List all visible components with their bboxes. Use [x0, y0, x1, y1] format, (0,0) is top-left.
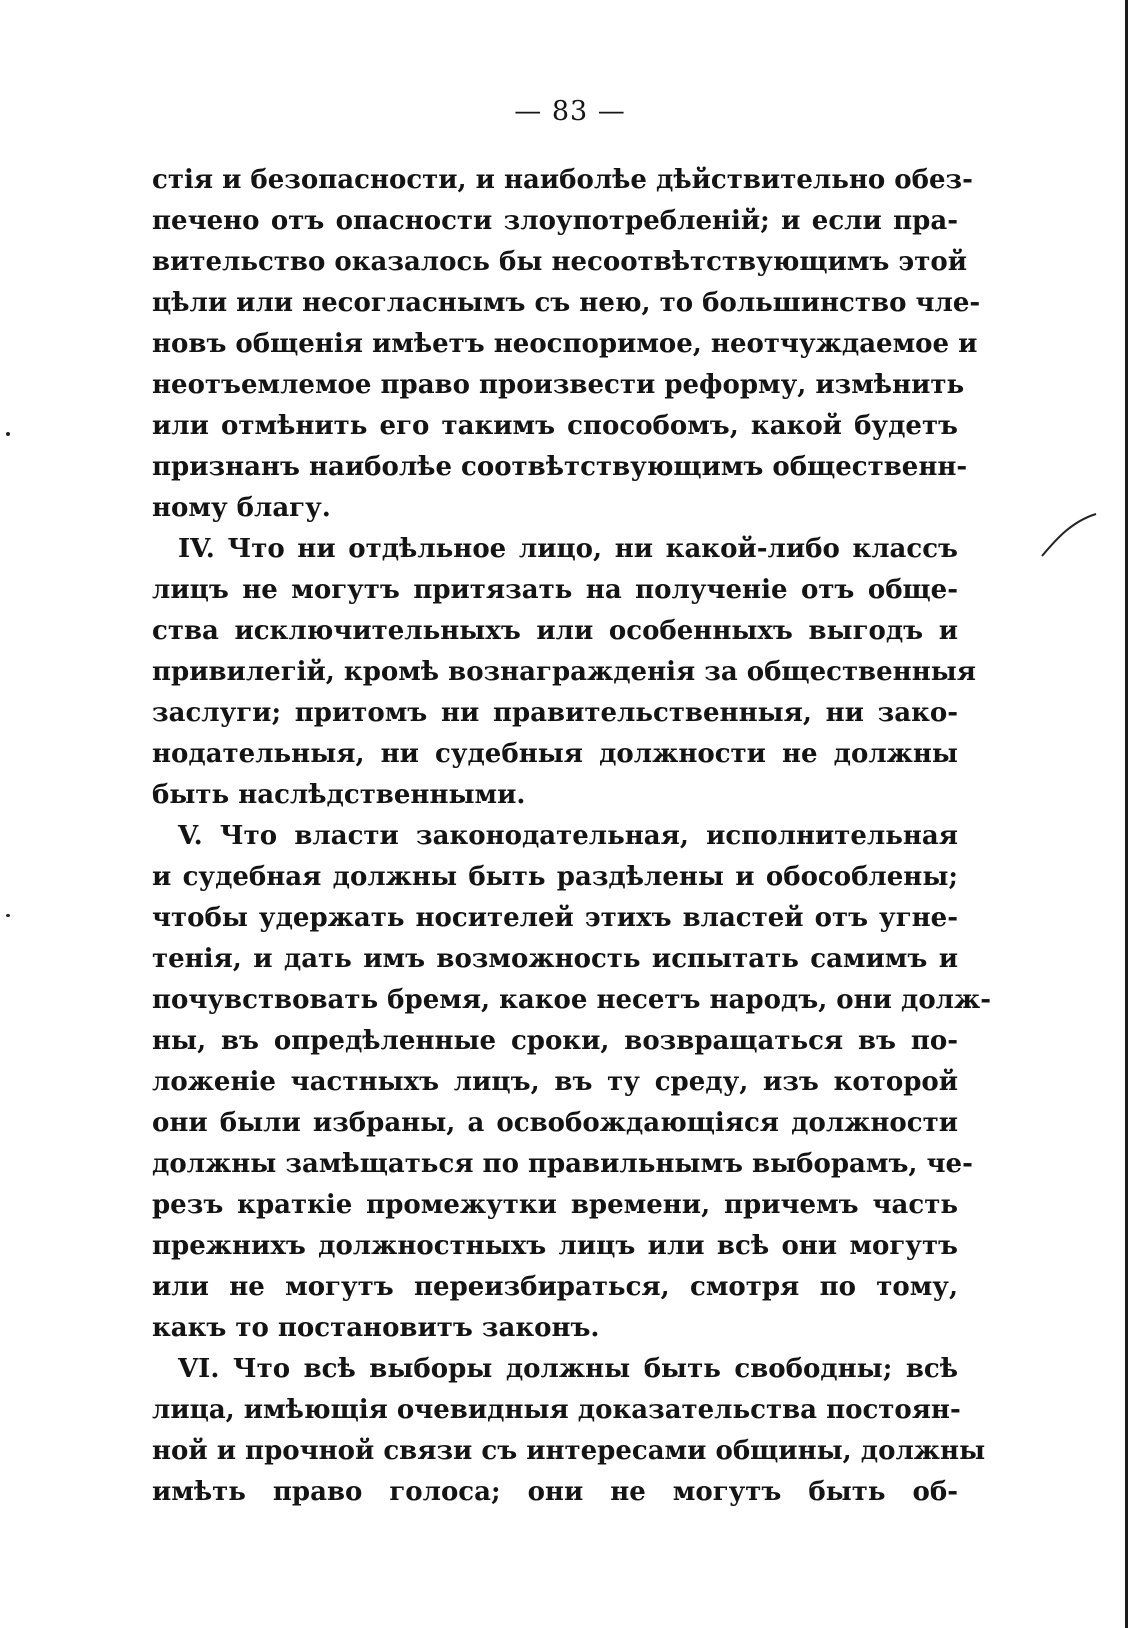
- margin-speck: [6, 432, 10, 436]
- text-line: цѣли или несогласнымъ съ нею, то большинство чле-: [152, 288, 981, 318]
- text-line: неотъемлемое право произвести реформу, измѣнить: [152, 370, 965, 400]
- text-line: имѣть право голоса; они не могутъ быть об-: [152, 1477, 958, 1507]
- text-line: VI. Что всѣ выборы должны быть свободны; всѣ: [178, 1354, 958, 1384]
- text-line: привилегій, кромѣ вознагражденія за общественныя: [152, 657, 976, 687]
- text-line: быть наслѣдственными.: [152, 780, 526, 810]
- text-line: прежнихъ должностныхъ лицъ или всѣ они могутъ: [152, 1231, 958, 1261]
- text-line: какъ то постановитъ законъ.: [152, 1313, 600, 1343]
- text-line: заслуги; притомъ ни правительственныя, ни зако-: [152, 698, 958, 728]
- text-line: признанъ наиболѣе соотвѣтствующимъ общественн-: [152, 452, 968, 482]
- page-edge-line: [1125, 0, 1128, 1628]
- text-line: нодательныя, ни судебныя должности не должны: [152, 739, 958, 769]
- text-line: тенія, и дать имъ возможность испытать самимъ и: [152, 944, 958, 974]
- text-line: почувствовать бремя, какое несетъ народъ, они долж-: [152, 985, 992, 1015]
- text-line: ства исключительныхъ или особенныхъ выгодъ и: [152, 616, 958, 646]
- paragraph-vi: [152, 1349, 986, 1513]
- text-line: стія и безопасности, и наиболѣе дѣйствительно обез-: [152, 165, 973, 195]
- text-line: V. Что власти законодательная, исполнительная: [178, 821, 958, 851]
- text-line: печено отъ опасности злоупотребленій; и если пра-: [152, 206, 958, 236]
- text-line: ложеніе частныхъ лицъ, въ ту среду, изъ которой: [152, 1067, 958, 1097]
- text-line: вительство оказалось бы несоотвѣтствующимъ этой: [152, 247, 967, 277]
- text-line: чтобы удержать носителей этихъ властей отъ угне-: [152, 903, 958, 933]
- paragraph-continued: [152, 160, 981, 529]
- text-body: [152, 160, 992, 1513]
- text-line: резъ краткіе промежутки времени, причемъ часть: [152, 1190, 958, 1220]
- paragraph-v: [152, 816, 992, 1349]
- margin-speck: [6, 914, 10, 917]
- margin-pencil-stroke: [1040, 512, 1098, 558]
- text-line: ному благу.: [152, 493, 331, 523]
- paragraph-iv: [152, 529, 976, 816]
- text-line: должны замѣщаться по правильнымъ выборамъ, че-: [152, 1149, 973, 1179]
- text-line: или не могутъ переизбираться, смотря по тому,: [152, 1272, 958, 1302]
- text-line: или отмѣнить его такимъ способомъ, какой будетъ: [152, 411, 958, 441]
- text-line: лица, имѣющія очевидныя доказательства постоян-: [152, 1395, 961, 1425]
- text-line: лицъ не могутъ притязать на полученіе отъ обще-: [152, 575, 958, 605]
- text-line: IV. Что ни отдѣльное лицо, ни какой-либо классъ: [178, 534, 958, 564]
- text-line: ны, въ опредѣленные сроки, возвращаться въ по-: [152, 1026, 958, 1056]
- text-line: ной и прочной связи съ интересами общины, должны: [152, 1436, 986, 1466]
- text-line: новъ общенія имѣетъ неоспоримое, неотчуждаемое и: [152, 329, 978, 359]
- text-line: и судебная должны быть раздѣлены и обособлены;: [152, 862, 958, 892]
- page-number: — 83 —: [514, 96, 626, 127]
- text-line: они были избраны, а освобождающіяся должности: [152, 1108, 958, 1138]
